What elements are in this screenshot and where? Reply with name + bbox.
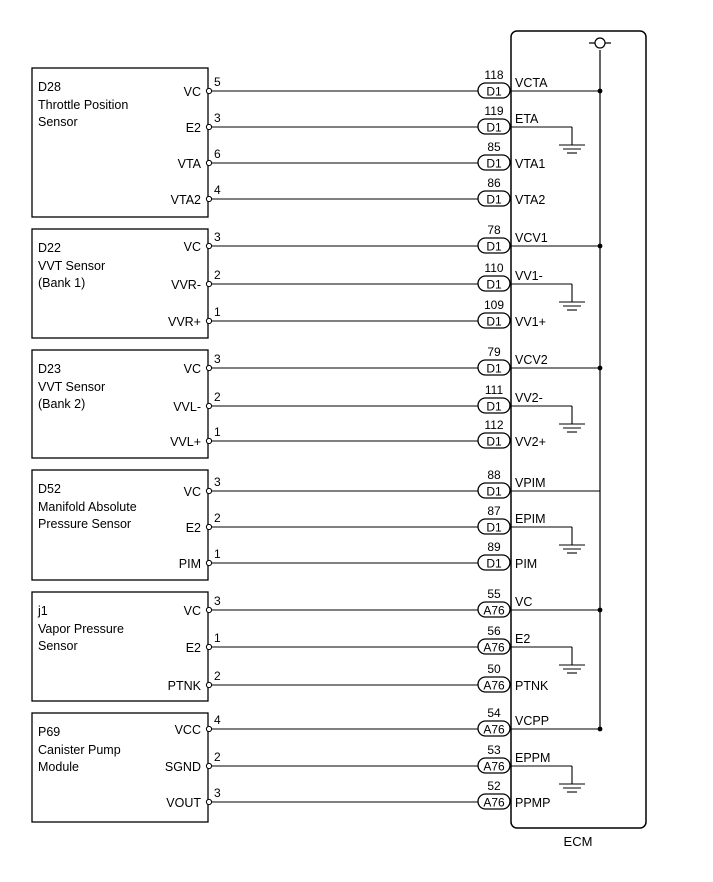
connector-code: D1 (486, 556, 502, 571)
wire-row (178, 140, 546, 171)
sensor-id: D52 (38, 482, 61, 496)
sensor-name-line: Canister Pump (38, 743, 121, 757)
wire-row (166, 779, 550, 810)
terminal-icon (206, 524, 211, 529)
wire-row (171, 176, 546, 207)
ecm-pin-number: 112 (484, 418, 504, 432)
terminal-icon (206, 365, 211, 370)
junction-dot-icon (598, 89, 603, 94)
sensor-group-p69 (32, 706, 602, 822)
sensor-name-line: (Bank 2) (38, 397, 86, 411)
terminal-icon (206, 682, 211, 687)
ecm-pin-label: PPMP (515, 796, 551, 810)
connector-code: D1 (486, 399, 502, 414)
terminal-icon (206, 438, 211, 443)
sensor-pin-number: 1 (214, 631, 221, 645)
ecm-pin-number: 111 (484, 383, 504, 397)
connector-code: D1 (486, 239, 502, 254)
ecm-pin-label: VPIM (515, 476, 546, 490)
sensor-pin-label: VC (183, 362, 201, 376)
ecm-pin-label: VCV1 (515, 231, 548, 245)
sensor-pin-number: 6 (214, 147, 221, 161)
ecm-pin-number: 89 (487, 540, 501, 554)
wire-row (168, 662, 549, 693)
sensor-name-line: Throttle Position (38, 98, 129, 112)
sensor-pin-label: VTA2 (170, 193, 201, 207)
junction-dot-icon (598, 608, 603, 613)
ecm-pin-number: 86 (487, 176, 501, 190)
ecm-pin-number: 55 (487, 587, 501, 601)
ecm-pin-label: VTA2 (515, 193, 546, 207)
sensor-pin-number: 2 (214, 390, 221, 404)
sensor-group-d52 (32, 468, 600, 580)
connector-code: D1 (486, 520, 502, 535)
sensor-id: D22 (38, 241, 61, 255)
ecm-pin-label: ETA (515, 112, 539, 126)
sensor-id: D28 (38, 80, 61, 94)
wire-row (168, 298, 546, 329)
connector-code: D1 (486, 192, 502, 207)
connector-code: A76 (483, 640, 505, 655)
sensor-pin-label: SGND (164, 760, 201, 774)
ecm-pin-number: 56 (487, 624, 501, 638)
sensor-pin-number: 3 (214, 352, 221, 366)
ecm-pin-number: 118 (484, 68, 504, 82)
ecm-pin-number: 119 (484, 104, 504, 118)
wire-row (170, 418, 546, 449)
ecm-pin-number: 109 (483, 298, 505, 312)
connector-code: A76 (483, 678, 505, 693)
sensor-pin-label: VVR+ (167, 315, 201, 329)
terminal-icon (206, 560, 211, 565)
ecm-pin-number: 87 (487, 504, 501, 518)
terminal-icon (206, 88, 211, 93)
ecm-box (511, 31, 646, 828)
terminal-icon (206, 726, 211, 731)
ecm-pin-label: E2 (515, 632, 531, 646)
sensor-group-d23 (32, 345, 602, 458)
ecm-pin-label: EPIM (515, 512, 546, 526)
sensor-pin-number: 1 (214, 547, 221, 561)
sensor-name-line: Pressure Sensor (38, 517, 132, 531)
terminal-icon (206, 763, 211, 768)
sensor-name-line: Manifold Absolute (38, 500, 137, 514)
ecm-pin-label: PIM (515, 557, 538, 571)
sensor-pin-number: 4 (214, 713, 221, 727)
ecm-pin-label: VV2- (515, 391, 543, 405)
sensor-name-line: VVT Sensor (38, 380, 106, 394)
ecm-pin-number: 88 (487, 468, 501, 482)
connector-code: A76 (483, 603, 505, 618)
terminal-icon (206, 488, 211, 493)
sensor-pin-label: VC (183, 85, 201, 99)
terminal-icon (206, 799, 211, 804)
ecm-pin-label: VCTA (515, 76, 548, 90)
terminal-icon (206, 644, 211, 649)
sensor-pin-label: E2 (185, 521, 201, 535)
ecm-pin-label: EPPM (515, 751, 551, 765)
terminal-icon (206, 318, 211, 323)
ecm-pin-label: VV1- (515, 269, 543, 283)
ecm-pin-label: VCPP (515, 714, 550, 728)
connector-code: D1 (486, 120, 502, 135)
sensor-name-line: Sensor (38, 639, 78, 653)
sensor-pin-number: 2 (214, 511, 221, 525)
sensor-pin-label: VC (183, 240, 201, 254)
sensor-pin-number: 4 (214, 183, 221, 197)
sensor-name-line: VVT Sensor (38, 259, 106, 273)
sensor-group-j1 (32, 587, 602, 701)
connector-code: D1 (486, 484, 502, 499)
terminal-icon (206, 124, 211, 129)
terminal-icon (206, 196, 211, 201)
sensor-id: P69 (38, 725, 61, 739)
sensor-pin-label: VVL+ (170, 435, 201, 449)
ecm-pin-number: 54 (487, 706, 501, 720)
connector-code: D1 (486, 434, 502, 449)
sensor-pin-label: PIM (178, 557, 201, 571)
sensor-pin-number: 1 (214, 425, 221, 439)
ecm-pin-label: VV2+ (515, 435, 546, 449)
junction-dot-icon (598, 727, 603, 732)
sensor-pin-number: 2 (214, 750, 221, 764)
power-terminal-icon (595, 38, 605, 48)
terminal-icon (206, 243, 211, 248)
ecm-label: ECM (563, 834, 593, 849)
ecm-pin-number: 53 (487, 743, 501, 757)
wire-row (179, 540, 537, 571)
sensor-pin-number: 2 (214, 669, 221, 683)
sensor-pin-number: 2 (214, 268, 221, 282)
junction-dot-icon (598, 244, 603, 249)
sensor-pin-label: VTA (177, 157, 201, 171)
sensor-pin-number: 3 (214, 111, 221, 125)
sensor-pin-label: VCC (174, 723, 201, 737)
ecm-pin-label: VTA1 (515, 157, 546, 171)
ecm-pin-number: 85 (487, 140, 501, 154)
connector-code: D1 (486, 156, 502, 171)
terminal-icon (206, 403, 211, 408)
sensor-name-line: Module (38, 760, 79, 774)
connector-code: A76 (483, 759, 505, 774)
sensor-pin-number: 3 (214, 230, 221, 244)
terminal-icon (206, 607, 211, 612)
sensor-id: j1 (38, 604, 48, 618)
ecm-pin-label: VV1+ (515, 315, 546, 329)
sensor-group-d22 (32, 223, 602, 338)
sensor-pin-label: VC (183, 485, 201, 499)
ecm-pin-number: 79 (487, 345, 501, 359)
sensor-pin-number: 1 (214, 305, 221, 319)
ecm-pin-label: PTNK (515, 679, 549, 693)
connector-code: A76 (483, 722, 505, 737)
sensor-pin-number: 3 (214, 594, 221, 608)
connector-code: D1 (486, 314, 502, 329)
sensor-pin-number: 3 (214, 786, 221, 800)
sensor-pin-label: E2 (185, 121, 201, 135)
sensor-name-line: (Bank 1) (38, 276, 86, 290)
junction-dot-icon (598, 366, 603, 371)
ecm-pin-number: 50 (487, 662, 501, 676)
connector-code: D1 (486, 84, 502, 99)
sensor-pin-number: 3 (214, 475, 221, 489)
sensor-pin-label: PTNK (167, 679, 201, 693)
ecm-pin-label: VC (515, 595, 533, 609)
terminal-icon (206, 160, 211, 165)
connector-code: D1 (486, 277, 502, 292)
sensor-pin-label: VVL- (173, 400, 201, 414)
ecm-pin-number: 110 (484, 261, 504, 275)
sensor-name-line: Vapor Pressure (38, 622, 124, 636)
terminal-icon (206, 281, 211, 286)
connector-code: A76 (483, 795, 505, 810)
ecm-pin-label: VCV2 (515, 353, 548, 367)
sensor-name-line: Sensor (38, 115, 78, 129)
sensor-pin-label: VOUT (166, 796, 201, 810)
ecm-pin-number: 52 (487, 779, 501, 793)
sensor-pin-label: E2 (185, 641, 201, 655)
sensor-pin-label: VVR- (171, 278, 201, 292)
ecm-pin-number: 78 (487, 223, 501, 237)
sensor-pin-label: VC (183, 604, 201, 618)
sensor-pin-number: 5 (214, 75, 221, 89)
connector-code: D1 (486, 361, 502, 376)
sensor-id: D23 (38, 362, 61, 376)
